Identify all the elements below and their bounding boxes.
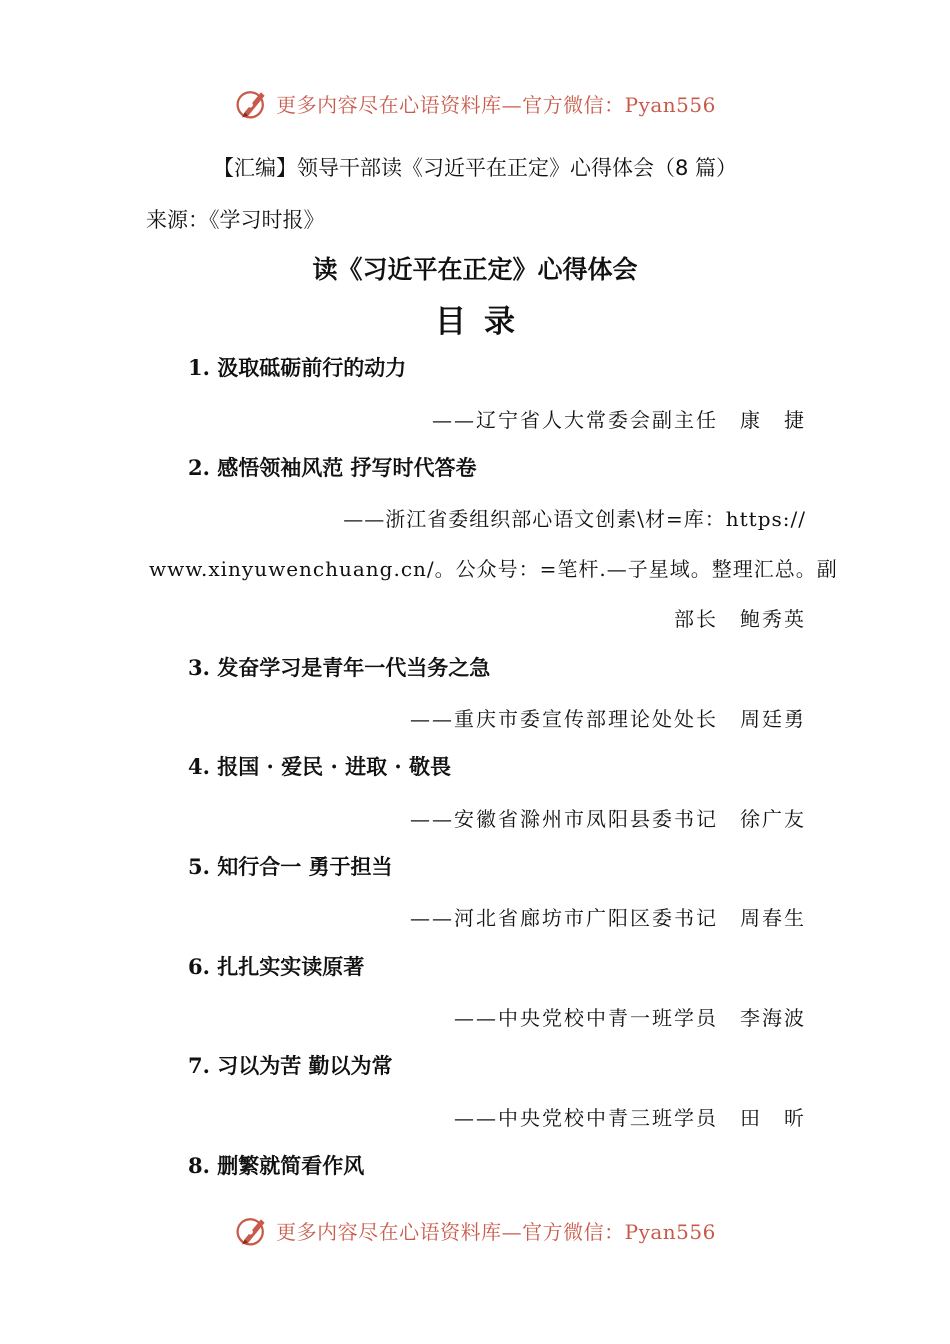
document-subtitle: 读《习近平在正定》心得体会 <box>312 255 638 284</box>
toc-item-author: ——河北省廊坊市广阳区委书记 周春生 <box>410 906 806 930</box>
watermark-banner-bottom <box>0 1205 950 1255</box>
toc-item-title: 3. 发奋学习是青年一代当务之急 <box>188 655 491 680</box>
toc-item-author: ——辽宁省人大常委会副主任 康 捷 <box>432 408 806 432</box>
watermark-banner-top <box>0 78 950 128</box>
toc-item-author: ——安徽省滁州市凤阳县委书记 徐广友 <box>410 807 806 831</box>
toc-item-title: 4. 报国 · 爱民 · 进取 · 敬畏 <box>188 754 452 779</box>
toc-heading: 目录 <box>435 304 533 340</box>
watermark-text: 更多内容尽在心语资料库—官方微信：Pyan556 <box>276 92 716 117</box>
toc-item-title: 6. 扎扎实实读原著 <box>188 954 365 979</box>
toc-item-title: 7. 习以为苦 勤以为常 <box>188 1053 393 1078</box>
toc-item-author-line: 部长 鲍秀英 <box>674 607 806 631</box>
toc-item-title: 8. 删繁就简看作风 <box>188 1153 365 1178</box>
toc-item-title: 2. 感悟领袖风范 抒写时代答卷 <box>188 455 477 480</box>
toc-item-author-line: ——浙江省委组织部心语文创素\材=库：https:// <box>343 507 806 531</box>
pen-logo-icon <box>234 1212 270 1248</box>
toc-item-author: ——中央党校中青三班学员 田 昕 <box>454 1106 806 1130</box>
toc-item-author: ——中央党校中青一班学员 李海波 <box>454 1006 806 1030</box>
pen-logo-icon <box>234 85 270 121</box>
toc-item-title: 1. 汲取砥砺前行的动力 <box>188 355 407 380</box>
toc-item-author-line: www.xinyuwenchuang.cn/。公众号：=笔杆.—子星域。整理汇总。副 <box>149 557 838 581</box>
document-title: 【汇编】领导干部读《习近平在正定》心得体会（8 篇） <box>212 156 738 180</box>
watermark-text: 更多内容尽在心语资料库—官方微信：Pyan556 <box>276 1219 716 1244</box>
toc-item-author: ——重庆市委宣传部理论处处长 周廷勇 <box>410 707 806 731</box>
toc-item-title: 5. 知行合一 勇于担当 <box>188 854 393 879</box>
document-source: 来源：《学习时报》 <box>146 208 325 232</box>
